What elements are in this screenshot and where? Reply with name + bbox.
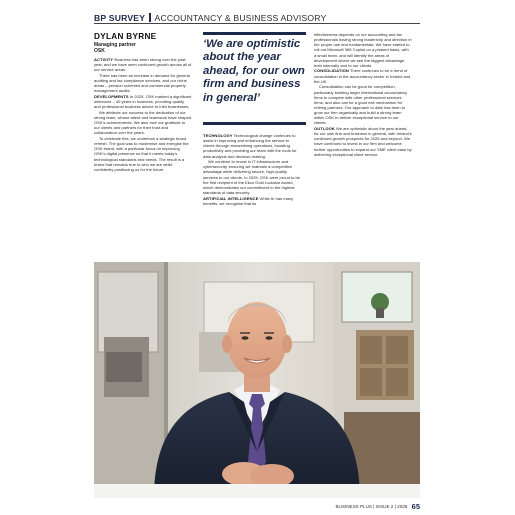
- paragraph-keyword: DEVELOPMENTS: [94, 93, 129, 99]
- paragraph: [203, 196, 301, 206]
- paragraph-text: We are optimistic about the year ahead, for our own firm and business in general, with Ireland’s continued growth prospects for 2026 and beyond. We have continued to invest in our firm and welcome further opportunities to expand our SME client base by delivering exceptional client service.: [314, 125, 412, 157]
- paragraph: [203, 133, 301, 159]
- section-label: BP SURVEY: [94, 13, 146, 23]
- paragraph-keyword: ARTIFICIAL INTELLIGENCE: [203, 195, 259, 201]
- portrait-photo: [94, 262, 420, 498]
- paragraph-text: While AI has many benefits, we recognise that its: [203, 195, 294, 206]
- page-header: [94, 8, 420, 22]
- column-3-body: [314, 32, 412, 157]
- paragraph-text: effectiveness depends on our accounting and tax professionals having strong leadership and direction in the proper use and fundamentals. We have started to roll out Microsoft 365 Copilot on a phased basis, with a small team, and will identify the areas of development where we see the biggest advantage both internally and to our clients.: [314, 32, 412, 68]
- column-2-body: [203, 133, 301, 206]
- paragraph: [314, 84, 412, 125]
- byline-role: Managing partner: [94, 42, 136, 48]
- quote-bottom-rule: [203, 122, 306, 125]
- article-column-1: [94, 32, 192, 172]
- pull-quote: ‘We are optimistic about the year ahead, for our own firm and business in general’: [203, 38, 305, 104]
- quote-top-rule: [203, 32, 306, 35]
- page-number: 65: [411, 502, 420, 511]
- paragraph-keyword: ACTIVITY: [94, 57, 114, 62]
- byline-company: OSK: [94, 48, 105, 54]
- paragraph: [314, 126, 412, 157]
- category-label: ACCOUNTANCY & BUSINESS ADVISORY: [154, 13, 327, 23]
- paragraph-text: We continue to invest in IT infrastructure and cybersecurity, ensuring we maintain a competitive advantage while delivering secure, high-quality services to our clients. In 2025, OSK were proud to be the first recipient of the Ekco Gold Lockstar Award, which demonstrates our commitment to the highest standards of data security.: [203, 159, 300, 196]
- footer-sep-1: |: [373, 504, 375, 509]
- footer-sep-2: |: [394, 504, 396, 509]
- paragraph: [94, 136, 192, 172]
- paragraph: [203, 159, 301, 195]
- paragraph-keyword: OUTLOOK: [314, 125, 335, 131]
- footer-publication: BUSINESS PLUS: [335, 504, 372, 509]
- footer-year: 2026: [397, 504, 408, 509]
- column-1-body: [94, 57, 192, 172]
- paragraph-text: Business has been strong over the past year, and we have seen continued growth across all of our service areas.: [94, 57, 192, 73]
- portrait-illustration: [94, 262, 420, 498]
- page-footer: [300, 502, 420, 512]
- paragraph: [314, 68, 412, 83]
- header-divider: [149, 13, 150, 22]
- paragraph-keyword: TECHNOLOGY: [203, 133, 233, 138]
- paragraph-text: To celebrate this, we undertook a strategic brand refresh. The goal was to modernise and energise the OSK brand, with a particular focus on improving OSK’s digital presence so that it meets today’s technological standards and needs. The result is a brand that remains true to who we are while confidently positioning us for the future.: [94, 135, 189, 172]
- footer-issue: ISSUE 2: [375, 504, 394, 509]
- paragraph: [94, 94, 192, 109]
- paragraph: [94, 73, 192, 94]
- paragraph-text: In 2025, OSK marked a significant milestone – 40 years in business, providing quality and professional business advice to Irish businesses.: [94, 93, 192, 110]
- paragraph: [94, 57, 192, 72]
- byline-name: DYLAN BYRNE: [94, 32, 157, 41]
- paragraph-keyword: CONSOLIDATION: [314, 68, 349, 74]
- article-column-2: [203, 133, 301, 206]
- paragraph-text: Consolidation can be good for competition, particularly building larger international accountancy firms to compete with other professional services firms, and also can be a good exit mechanism for retiring partners. Our approach to date has been to grow our firm organically and build a strong team within OSK to deliver exceptional service to our clients.: [314, 84, 408, 126]
- paragraph-text: Technological change continues to assist in improving and enhancing the service to clients through streamlining operations, boosting productivity and providing our team with the tools for data analysis and decision-making.: [203, 133, 297, 159]
- paragraph-text: There has been an increase in demand for general auditing and tax compliance services, and our niche areas – pension schemes and commercial property management audits.: [94, 72, 190, 94]
- header-rule: [94, 23, 420, 24]
- paragraph-text: We attribute our success to the dedication of our strong team, whose talent and teamwork have shaped OSK’s achievements. We also owe our gratitude to our clients and partners for their trust and collaboration over the years.: [94, 109, 192, 136]
- paragraph: [314, 32, 412, 68]
- paragraph: [94, 110, 192, 136]
- paragraph-text: There continues to be a trend of consolidation in the accountancy sector in Ireland and the UK.: [314, 68, 411, 84]
- article-column-3: [314, 32, 412, 157]
